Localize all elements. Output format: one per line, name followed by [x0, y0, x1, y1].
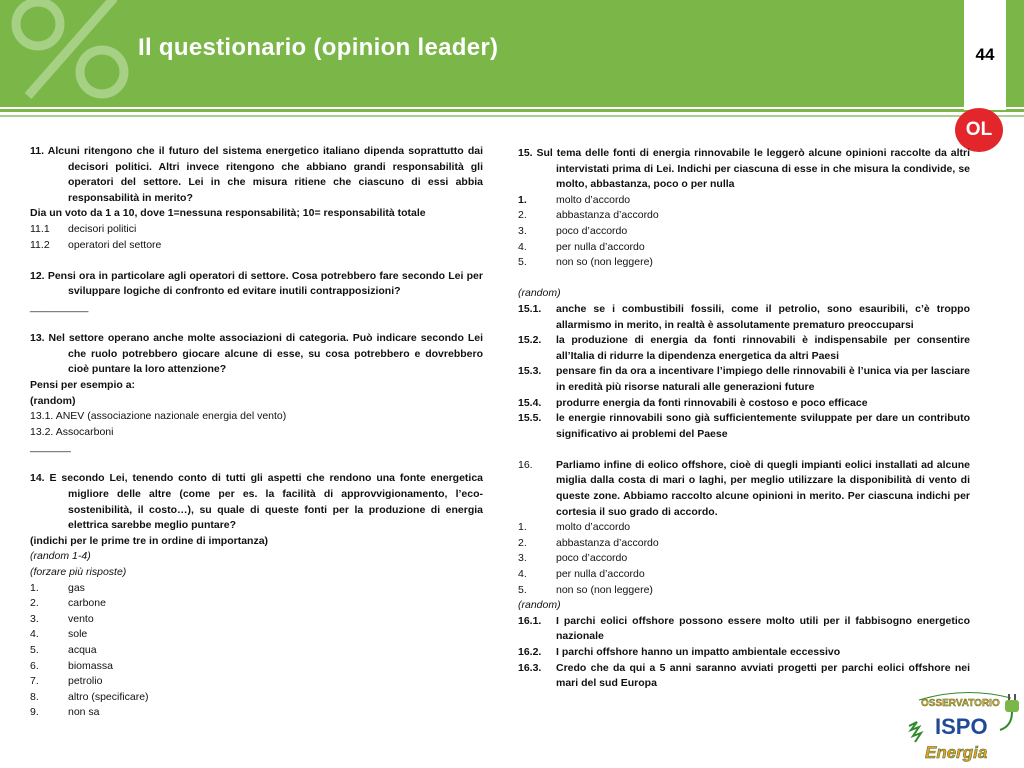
list-item: 11.1 decisori politici	[30, 222, 137, 235]
question-11: 11. Alcuni ritengono che il futuro del sistema energetico italiano dipenda soprattutto dai decisori politici. Altri invece ritengono che abbiano grandi responsabilità gli operatori del settore. Lei in che misura ritiene che ciascuno di essi abbia responsabilità in merito?	[30, 145, 483, 204]
list-item: 13.2. Assocarboni	[30, 425, 114, 438]
list-item: 15.3. pensare fin da ora a incentivare l’impiego delle rinnovabili è l’unica via per lasciare in eredità più risorse naturali alle generazioni future	[518, 365, 970, 393]
header-divider	[0, 109, 1024, 112]
list-item: 3. poco d’accordo	[518, 224, 628, 237]
list-item: 8. altro (specificare)	[30, 690, 149, 703]
random-note: (random 1-4)	[30, 550, 91, 563]
question-13-example: Pensi per esempio a:	[30, 378, 136, 391]
list-item: 15.5. le energie rinnovabili sono già sufficientemente sviluppate per dare un contributo significativo ai problemi del Paese	[518, 412, 970, 440]
question-14: 14. E secondo Lei, tenendo conto di tutti gli aspetti che rendono una fonte energetica migliore delle altre (come per es. la facilità di approvvigionamento, l’eco-sostenibilità, il costo…), su quale di queste fonti per la produzione di energia elettrica sarebbe meglio puntare?	[30, 472, 483, 532]
percent-icon	[6, 0, 136, 104]
list-item: 2. carbone	[30, 597, 106, 610]
list-item: 15.4. produrre energia da fonti rinnovabili è costoso e poco efficace	[518, 396, 868, 409]
right-column	[518, 146, 970, 692]
force-note: (forzare più risposte)	[30, 566, 127, 579]
list-item: 2. abbastanza d’accordo	[518, 536, 659, 549]
ol-badge: OL	[955, 108, 1003, 152]
header-divider-light	[0, 115, 1024, 117]
list-item: 5. acqua	[30, 644, 97, 656]
list-item: 16.1. I parchi eolici offshore possono essere molto utili per il fabbisogno energetico nazionale	[518, 614, 970, 643]
list-item: 15.2. la produzione di energia da fonti rinnovabili è indispensabile per consentire all’Italia di ridurre la dipendenza energetica da altri Paesi	[518, 334, 970, 362]
list-item: 15.1. anche se i combustibili fossili, come il petrolio, sono esauribili, c’è troppo allarmismo in merito, in realtà è assolutamente prematuro preoccuparsi	[518, 302, 970, 331]
list-item: 13.1. ANEV (associazione nazionale energia del vento)	[30, 410, 287, 423]
random-note: (random)	[518, 599, 561, 612]
page-number: 44	[975, 45, 995, 64]
question-15: 15. Sul tema delle fonti di energia rinnovabile le leggerò alcune opinioni raccolte da altri intervistati prima di Lei. Indichi per ciascuna di esse in che misura la condivide, se molto, abbastanza, poco o per nulla	[518, 147, 970, 191]
question-14-instruction: (indichi per le prime tre in ordine di importanza)	[30, 534, 269, 547]
list-item: 5. non so (non leggere)	[518, 256, 653, 269]
list-item: 6. biomassa	[30, 659, 113, 672]
ispo-energia-logo	[905, 686, 1023, 766]
question-16: 16. Parliamo infine di eolico offshore, cioè di quegli impianti eolici installati ad alcune miglia dalla costa di mari o laghi, per meglio utilizzare la disponibilità di vento di queste zone. Abbiamo raccolto alcune opinioni in merito. Per ciascuna indichi per cortesia il suo grado di accordo.	[518, 458, 970, 518]
list-item: 1. gas	[30, 581, 85, 594]
list-item: 1. molto d’accordo	[518, 193, 631, 206]
random-note: (random)	[518, 287, 561, 300]
slide-title: Il questionario (opinion leader)	[138, 34, 499, 61]
question-13: 13. Nel settore operano anche molte associazioni di categoria. Può indicare secondo Lei che ruolo potrebbero giocare alcune di esse, su cosa potrebbero e dovrebbero cioè puntare la loro attenzione?	[30, 332, 483, 376]
list-item: 3. vento	[30, 612, 94, 625]
list-item: 4. per nulla d’accordo	[518, 568, 645, 581]
list-item: 7. petrolio	[30, 675, 103, 688]
svg-text:OSSERVATORIO: OSSERVATORIO	[921, 698, 1000, 709]
list-item: 3. poco d’accordo	[518, 552, 628, 565]
svg-text:ISPO: ISPO	[935, 714, 988, 739]
list-item: 5. non so (non leggere)	[518, 583, 653, 596]
answer-blank: _______	[30, 441, 71, 454]
question-11-scale: Dia un voto da 1 a 10, dove 1=nessuna responsabilità; 10= responsabilità totale	[30, 207, 426, 220]
list-item: 4. sole	[30, 628, 88, 641]
list-item: 1. molto d’accordo	[518, 521, 631, 534]
list-item: 16.3. Credo che da qui a 5 anni saranno avviati progetti per parchi eolici offshore nei mari del sud Europa	[518, 661, 970, 690]
random-note: (random)	[30, 394, 76, 407]
list-item: 11.2 operatori del settore	[30, 238, 162, 251]
svg-text:Energia: Energia	[925, 743, 988, 762]
left-column	[30, 144, 483, 721]
list-item: 16.2. I parchi offshore hanno un impatto ambientale eccessivo	[518, 646, 841, 658]
list-item: 9. non sa	[30, 706, 100, 719]
answer-blank: __________	[30, 300, 89, 313]
list-item: 4. per nulla d’accordo	[518, 240, 645, 253]
list-item: 2. abbastanza d’accordo	[518, 209, 659, 222]
question-12: 12. Pensi ora in particolare agli operatori di settore. Cosa potrebbero fare secondo Lei per sviluppare logiche di confronto ed evitare inutili contrapposizioni?	[30, 269, 483, 298]
